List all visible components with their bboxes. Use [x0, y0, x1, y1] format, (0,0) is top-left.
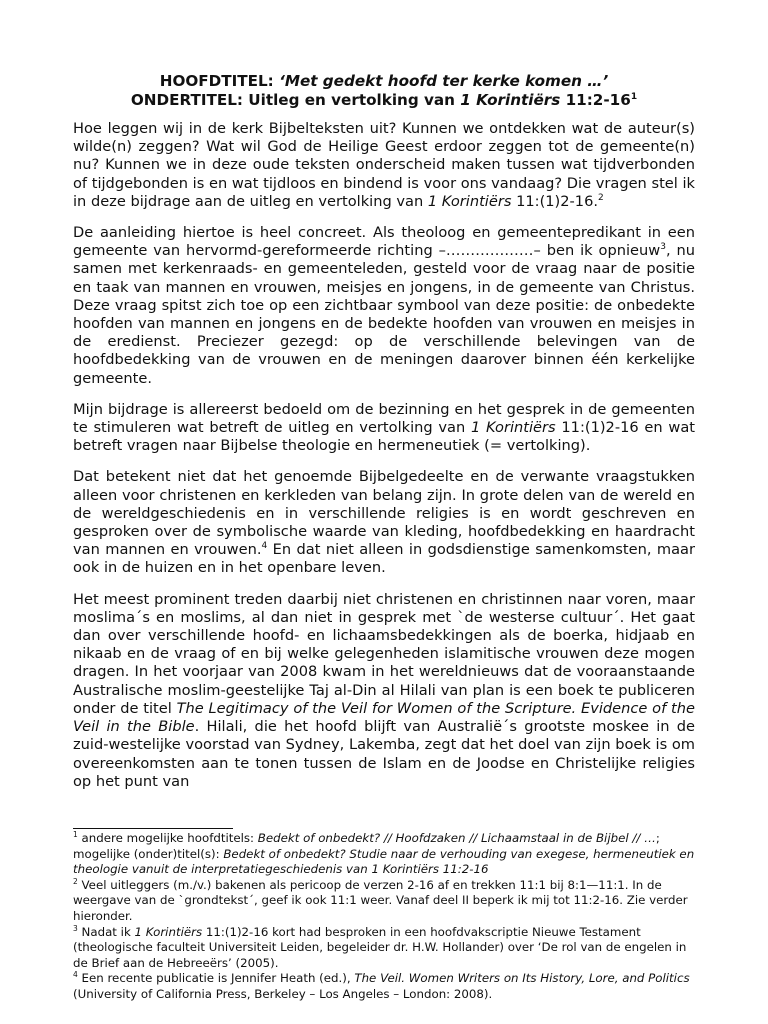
footnote-ref-3[interactable]: 3	[660, 242, 666, 253]
footnote-2: $^2$ Veel uitleggers (m./v.) bakenen als pericoop de verzen 2-16 af en trekken 11:1 bij 8:1—11:1. In de weergave van de `grondtekst´, geef ik ook 11:1 weer. Vanaf deel II beperk ik mij tot 11:2-16. Zie verder hieronder.	[73, 876, 688, 923]
footnote-ref-1[interactable]: 1	[630, 91, 638, 102]
paragraph-1: Hoe leggen wij in de kerk Bijbelteksten uit? Kunnen we ontdekken wat de auteur(s) wilde(n) zeggen? Wat wil God de Heilige Geest erdoor zeggen tot de gemeente(n) nu? Kunnen we in deze oude teksten onderscheid maken tussen wat tijdverbonden of tijdgebonden is en wat tijdloos en bindend is voor ons vandaag? Die vragen stel ik in deze bijdrage aan de uitleg en vertolking van 1 Korintiërs 11:(1)2-16.$^2$	[73, 120, 695, 210]
footnote-separator	[73, 828, 233, 829]
footnote-ref-4[interactable]: 4	[261, 541, 268, 552]
paragraph-5: Het meest prominent treden daarbij niet christenen en christinnen naar voren, maar moslima´s en moslims, al dan niet in gesprek met `de westerse cultuur´. Het gaat dan over verschillende hoofd- en lichaamsbedekkingen als de boerka, hidjaab en nikaab en de vraag of en bij welke gelegenheden islamitische vrouwen deze mogen dragen. In het voorjaar van 2008 kwam in het wereldnieuws dat de vooraanstaande Australische moslim-geestelijke Taj al-Din al Hilali van plan is een boek te publiceren onder de titel The Legitimacy of the Veil for Women of the Scripture. Evidence of the Veil in the Bible. Hilali, die het hoofd blijft van Australië´s grootste moskee in de zuid-westelijke voorstad van Sydney, Lakemba, zegt dat het doel van zijn boek is om overeenkomsten aan te tonen tussen de Islam en de Joodse en Christelijke religies op het punt van	[73, 590, 696, 790]
footnote-ref-2[interactable]: 2	[598, 192, 604, 203]
paragraph-4: Dat betekent niet dat het genoemde Bijbelgedeelte en de verwante vraagstukken alleen voor christenen en kerkleden van belang zijn. In grote delen van de wereld en de wereldgeschiedenis en in verschillende religies is en wordt geschreven en gesproken over de symbolische waarde van kleding, hoofdbedekking en haardracht van mannen en vrouwen.$^4$ En dat niet alleen in godsdienstige samenkomsten, maar ook in de huizen en in het openbare leven.	[73, 468, 696, 577]
body-text	[73, 120, 695, 804]
footnote-3: $^3$ Nadat ik 1 Korintiërs 11:(1)2-16 kort had besproken in een hoofdvakscriptie Nieuwe Testament (theologische faculteit Universiteit Leiden, begeleider dr. H.W. Hollander) over ‘De rol van de engelen in de Brief aan de Hebreeërs’ (2005).	[73, 923, 687, 970]
footnotes	[73, 831, 695, 1003]
paragraph-3: Mijn bijdrage is allereerst bedoeld om de bezinning en het gesprek in de gemeenten te stimuleren wat betreft de uitleg en vertolking van 1 Korintiërs 11:(1)2-16 en wat betreft vragen naar Bijbelse theologie en hermeneutiek (= vertolking).	[73, 400, 695, 455]
paragraph-2: De aanleiding hiertoe is heel concreet. Als theoloog en gemeentepredikant in een gemeente van hervormd-gereformeerde richting –………………– ben ik opnieuw$^3$, nu samen met kerkenraads- en gemeenteleden, gesteld voor de vraag naar de positie en taak van mannen en vrouwen, meisjes en jongens, in de gemeente van Christus. Deze vraag spitst zich toe op een zichtbaar symbool van deze positie: de onbedekte hoofden van mannen en jongens en de bedekte hoofden van vrouwen en meisjes in de eredienst. Preciezer gezegd: op de verschillende belevingen van de hoofdbedekking van de vrouwen en de meningen daarover binnen één kerkelijke gemeente.	[73, 224, 696, 387]
main-title: HOOFDTITEL: ‘Met gedekt hoofd ter kerke komen …’	[159, 72, 609, 90]
footnote-1: $^1$ andere mogelijke hoofdtitels: Bedekt of onbedekt? // Hoofdzaken // Lichaamstaal in de Bijbel // …; mogelijke (onder)titel(s): Bedekt of onbedekt? Studie naar de verhouding van exegese, hermeneutiek en theologie vanuit de interpretatiegeschiedenis van 1 Korintiërs 11:2-16	[73, 830, 695, 877]
title-block	[60, 72, 708, 110]
footnote-4: $^4$ Een recente publicatie is Jennifer Heath (ed.), The Veil. Women Writers on Its History, Lore, and Politics (University of California Press, Berkeley – Los Angeles – London: 2008).	[73, 970, 690, 1001]
subtitle: ONDERTITEL: Uitleg en vertolking van 1 Korintiërs $11:2-16^1$	[130, 91, 638, 109]
